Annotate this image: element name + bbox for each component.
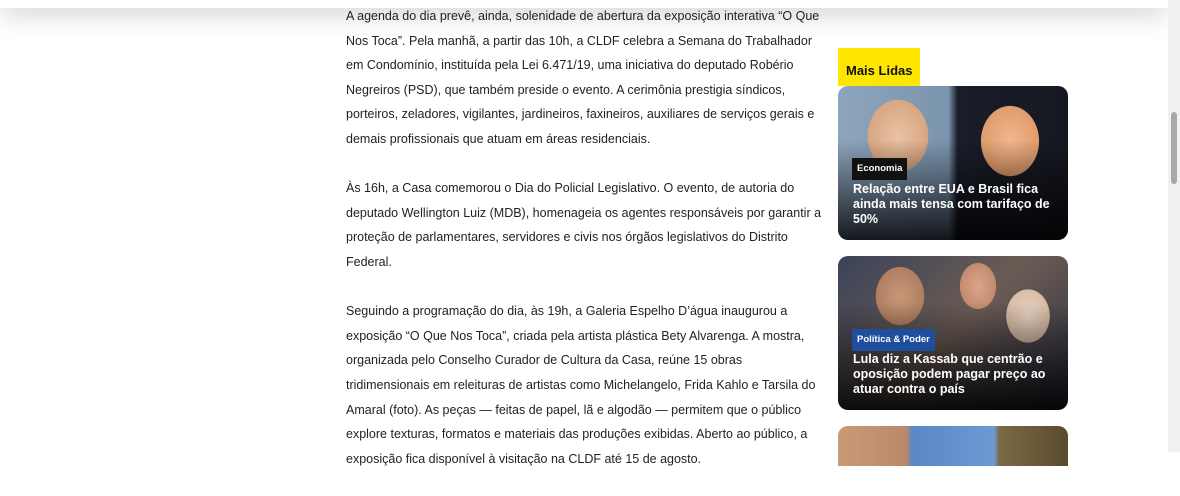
news-card[interactable]: [838, 256, 1068, 410]
most-read-heading: Mais Lidas: [838, 48, 920, 86]
article-paragraph: A agenda do dia prevê, ainda, solenidade de abertura da exposição interativa “O Que Nos Toca”. Pela manhã, a partir das 10h, a CLDF celebra a Semana do Trabalhador em Condomínio, instituída pela Lei 6.471/19, uma iniciativa do deputado Robério Negreiros (PSD), que também preside o evento. A cerimônia prestigia síndicos, porteiros, zeladores, vigilantes, jardineiros, faxineiros, auxiliares de serviços gerais e demais profissionais que atuam em áreas residenciais.: [346, 9, 820, 146]
article-paragraph: Às 16h, a Casa comemorou o Dia do Policial Legislativo. O evento, de autoria do deputado Wellington Luiz (MDB), homenageia os agentes responsáveis por garantir a proteção de parlamentares, servidores e civis nos órgãos legislativos do Distrito Federal.: [346, 181, 822, 269]
news-card[interactable]: [838, 86, 1068, 240]
news-card-image[interactable]: [838, 426, 1068, 466]
category-tag[interactable]: Política & Poder: [852, 329, 935, 351]
news-card-title[interactable]: Relação entre EUA e Brasil fica ainda mais tensa com tarifaço de 50%: [853, 182, 1050, 226]
news-card-title[interactable]: Lula diz a Kassab que centrão e oposição podem pagar preço ao atuar contra o país: [853, 352, 1046, 396]
article-paragraph: Seguindo a programação do dia, às 19h, a Galeria Espelho D’água inaugurou a exposição “O Que Nos Toca”, criada pela artista plástica Bety Alvarenga. A mostra, organizada pelo Conselho Curador de Cultura da Casa, reúne 15 obras tridimensionais em releituras de artistas como Michelangelo, Frida Kahlo e Tarsila do Amaral (foto). As peças — feitas de papel, lã e algodão — permitem que o público explore texturas, formatos e materiais das produções exibidas. Aberto ao público, a exposição fica disponível à visitação na CLDF até 15 de agosto.: [346, 304, 816, 466]
scrollbar-track[interactable]: [1168, 0, 1180, 452]
scrollbar-thumb[interactable]: [1171, 112, 1177, 184]
most-read-sidebar: [838, 48, 1068, 466]
category-tag[interactable]: Economia: [852, 158, 907, 180]
article-body: [346, 4, 826, 496]
